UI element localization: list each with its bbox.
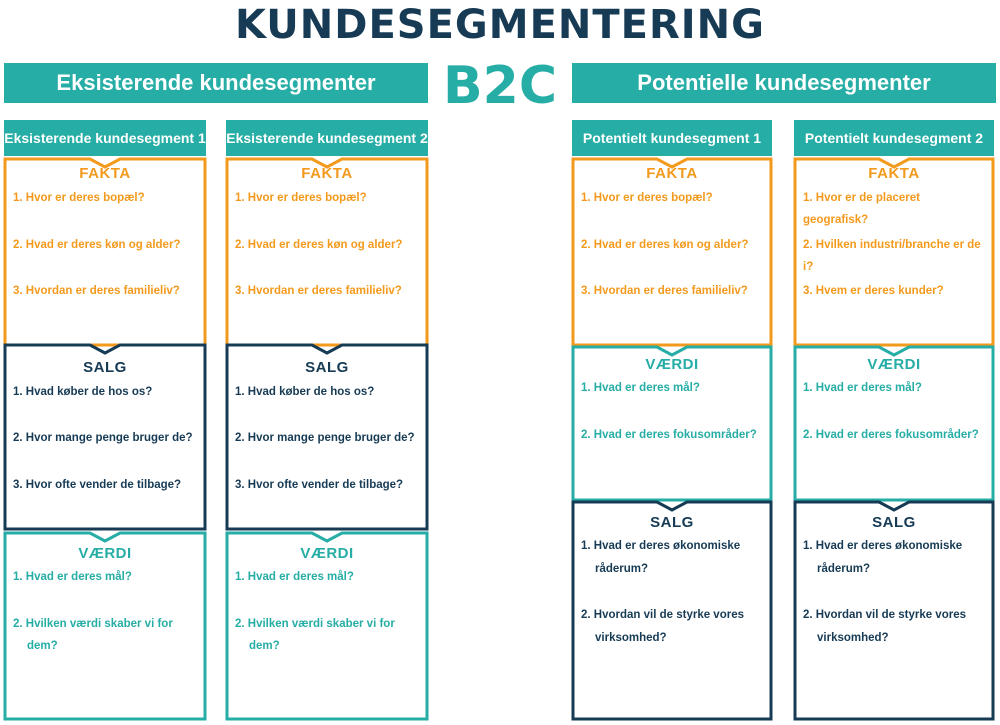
vaerdi-title: VÆRDI [300,545,354,562]
salg-box-4 [795,508,993,719]
fakta-item: 3. Hvordan er deres familieliv? [235,285,402,297]
salg-item: 1. Hvad køber de hos os? [13,386,153,398]
vaerdi-item: 1. Hvad er deres mål? [13,571,132,583]
vaerdi-item: 2. Hvad er deres fokusområder? [803,429,979,441]
fakta-title: FAKTA [646,165,698,182]
salg-item: 1. Hvad køber de hos os? [235,386,375,398]
salg-item: 3. Hvor ofte vender de tilbage? [13,479,182,491]
fakta-box-2 [227,159,427,345]
vaerdi-title: VÆRDI [78,545,132,562]
vaerdi-item: 1. Hvad er deres mål? [803,382,922,394]
column-header-1: Eksisterende kundesegment 1 [4,120,206,156]
salg-item: 3. Hvor ofte vender de tilbage? [235,479,404,491]
fakta-title: FAKTA [301,165,353,182]
salg-box-3 [573,508,771,719]
column-header-4: Potentielt kundesegment 2 [794,120,994,156]
vaerdi-item: 1. Hvad er deres mål? [581,382,700,394]
fakta-item: 3. Hvem er deres kunder? [803,285,944,297]
fakta-item: 1. Hvor er deres bopæl? [13,192,145,204]
salg-box-1 [5,353,205,529]
fakta-item: 3. Hvordan er deres familieliv? [13,285,180,297]
potential-segments-banner: Potentielle kundesegmenter [572,63,996,103]
salg-item: råderum? [817,563,871,575]
salg-title: SALG [650,514,694,531]
fakta-item: 1. Hvor er deres bopæl? [581,192,713,204]
vaerdi-box-3 [573,350,771,500]
fakta-title: FAKTA [868,165,920,182]
fakta-item: 2. Hvad er deres køn og alder? [13,239,181,251]
vaerdi-title: VÆRDI [645,356,699,373]
vaerdi-box-4 [795,350,993,500]
fakta-box-4 [795,159,993,345]
salg-item: 2. Hvor mange penge bruger de? [13,432,193,444]
salg-item: 2. Hvor mange penge bruger de? [235,432,415,444]
fakta-item: 2. Hvad er deres køn og alder? [235,239,403,251]
existing-segments-banner: Eksisterende kundesegmenter [4,63,428,103]
salg-item: 1. Hvad er deres økonomiske [803,540,963,552]
vaerdi-title: VÆRDI [867,356,921,373]
fakta-box-3 [573,159,771,345]
salg-title: SALG [83,359,127,376]
vaerdi-box-1 [5,539,205,719]
salg-item: 2. Hvordan vil de styrke vores [581,609,744,621]
b2c-label: B2C [443,56,557,116]
vaerdi-item: 1. Hvad er deres mål? [235,571,354,583]
fakta-item: 3. Hvordan er deres familieliv? [581,285,748,297]
salg-item: virksomhed? [595,632,667,644]
fakta-item: 2. Hvilken industri/branche er de i? [803,239,981,273]
vaerdi-item: dem? [249,640,280,652]
column-header-3: Potentielt kundesegment 1 [572,120,772,156]
vaerdi-box-2 [227,539,427,719]
salg-title: SALG [305,359,349,376]
salg-item: 2. Hvordan vil de styrke vores [803,609,966,621]
salg-title: SALG [872,514,916,531]
fakta-item: 1. Hvor er deres bopæl? [235,192,367,204]
page-title: KUNDESEGMENTERING [235,2,765,48]
salg-item: virksomhed? [817,632,889,644]
fakta-title: FAKTA [79,165,131,182]
salg-box-2 [227,353,427,529]
fakta-box-1 [5,159,205,345]
vaerdi-item: dem? [27,640,58,652]
salg-item: 1. Hvad er deres økonomiske [581,540,741,552]
vaerdi-item: 2. Hvilken værdi skaber vi for [235,618,395,630]
vaerdi-item: 2. Hvilken værdi skaber vi for [13,618,173,630]
fakta-item: 2. Hvad er deres køn og alder? [581,239,749,251]
vaerdi-item: 2. Hvad er deres fokusområder? [581,429,757,441]
fakta-item: 1. Hvor er de placeret geografisk? [803,192,920,226]
column-header-2: Eksisterende kundesegment 2 [226,120,428,156]
salg-item: råderum? [595,563,649,575]
